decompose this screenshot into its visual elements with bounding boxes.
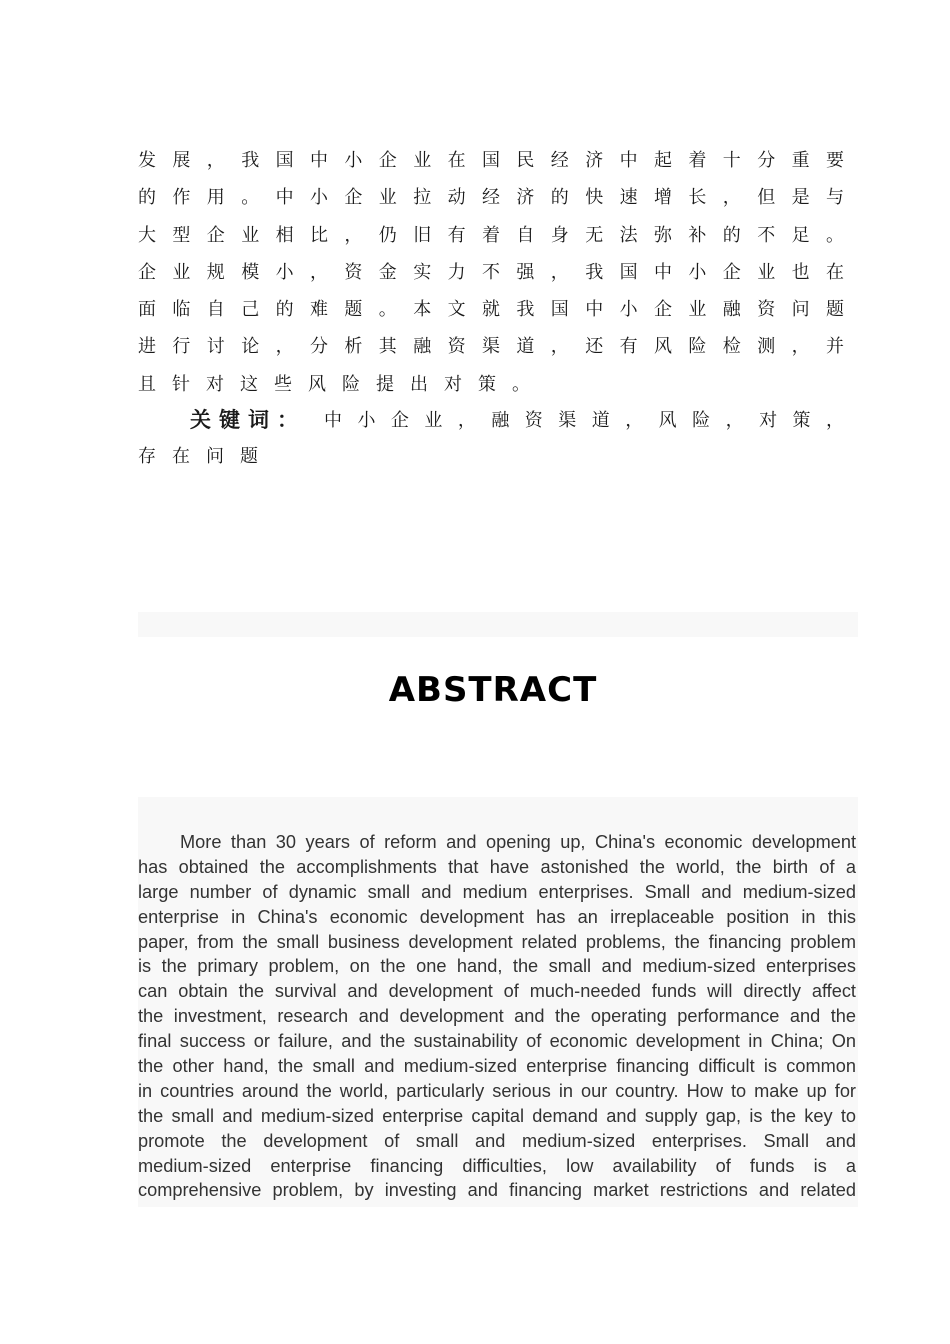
abstract-heading: ABSTRACT <box>388 670 598 710</box>
english-abstract-line: paper, from the small business development related problems, the financing problem <box>138 931 856 952</box>
english-abstract-line: can obtain the survival and development of much-needed funds will directly affect <box>138 981 856 1002</box>
chinese-abstract-line: 且针对这些风险提出对策。 <box>138 373 546 395</box>
chinese-abstract-line: 进行讨论，分析其融资渠道，还有风险检测，并 <box>138 336 844 358</box>
chinese-abstract-line: 企业规模小，资金实力不强，我国中小企业也在 <box>138 261 844 283</box>
keywords-line <box>190 402 844 439</box>
keywords-label: 关键词： <box>190 408 306 432</box>
english-abstract-line: enterprise in China's economic development has an irreplaceable position in this <box>138 906 856 927</box>
section-divider-band <box>138 612 858 637</box>
english-abstract-body <box>138 830 856 1203</box>
chinese-abstract-line: 发展，我国中小企业在国民经济中起着十分重要 <box>138 150 844 171</box>
english-abstract-line: the investment, research and development and the operating performance and the <box>138 1006 856 1027</box>
english-abstract-line: promote the development of small and medium-sized enterprises. Small and <box>138 1130 856 1151</box>
keywords-list: 中小企业，融资渠道，风险，对策， <box>324 410 844 431</box>
english-abstract-line: is the primary problem, on the one hand, the small and medium-sized enterprises <box>138 956 856 977</box>
chinese-abstract-body <box>138 142 844 403</box>
english-abstract-line: the small and medium-sized enterprise capital demand and supply gap, is the key to <box>138 1105 856 1126</box>
chinese-abstract-line: 的作用。中小企业拉动经济的快速增长，但是与 <box>138 187 844 209</box>
english-abstract-line: medium-sized enterprise financing difficulties, low availability of funds is a <box>138 1155 856 1176</box>
english-abstract-line: the other hand, the small and medium-sized enterprise financing difficult is common <box>138 1056 856 1077</box>
chinese-abstract-line: 面临自己的难题。本文就我国中小企业融资问题 <box>138 299 844 321</box>
english-abstract-line: comprehensive problem, by investing and financing market restrictions and related <box>138 1180 856 1201</box>
chinese-abstract-line: 大型企业相比，仍旧有着自身无法弥补的不足。 <box>138 224 844 246</box>
keywords-list-continued: 存在问题 <box>138 446 274 467</box>
english-abstract-line: in countries around the world, particularly serious in our country. How to make up for <box>138 1080 856 1101</box>
english-abstract-line: has obtained the accomplishments that have astonished the world, the birth of a <box>138 856 856 877</box>
english-abstract-line: final success or failure, and the sustainability of economic development in China; On <box>138 1031 856 1052</box>
english-abstract-line: More than 30 years of reform and opening up, China's economic development <box>180 832 856 852</box>
english-abstract-line: large number of dynamic small and medium enterprises. Small and medium-sized <box>138 881 856 902</box>
